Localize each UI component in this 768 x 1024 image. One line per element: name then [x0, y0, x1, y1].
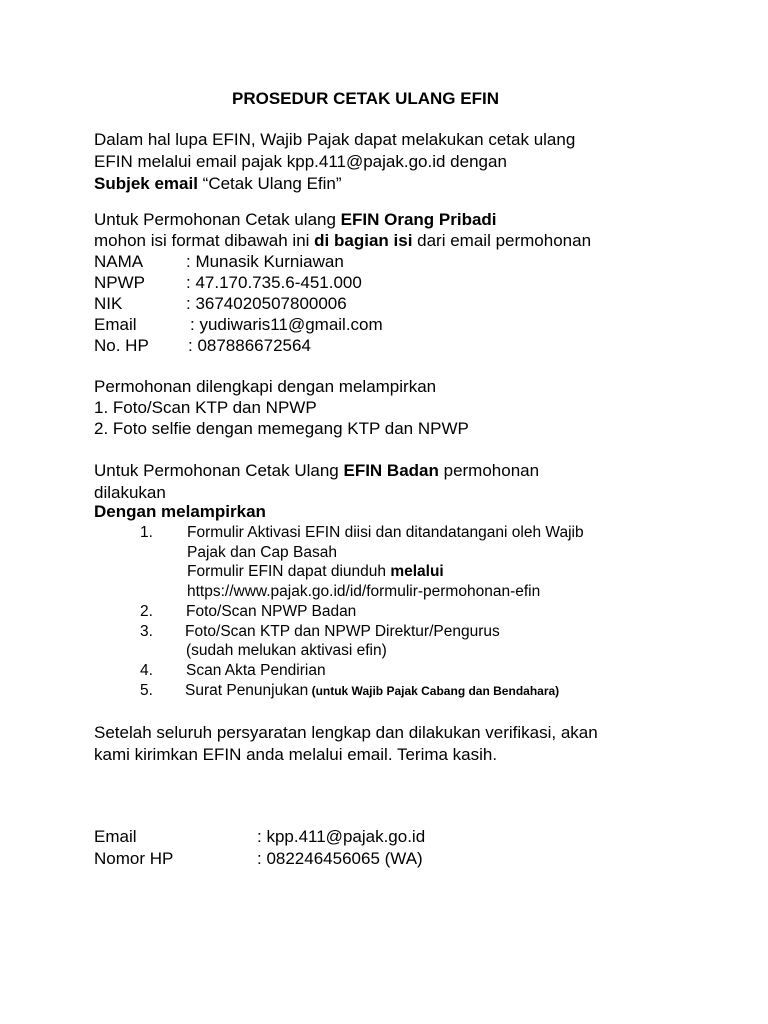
instr-pre: mohon isi format dibawah ini [94, 231, 315, 250]
badan-item-4-text: Scan Akta Pendirian [186, 662, 326, 679]
badan-item-2-text: Foto/Scan NPWP Badan [186, 603, 357, 620]
field-label-nama: NAMA [94, 252, 144, 271]
badan-item-3-text: Foto/Scan KTP dan NPWP Direktur/Pengurus [185, 623, 500, 640]
pribadi-heading-text: Untuk Permohonan Cetak ulang [94, 210, 341, 229]
badan-item-1-line-2: Pajak dan Cap Basah [187, 544, 337, 561]
pribadi-instruction [94, 232, 591, 249]
field-value-npwp: : 47.170.735.6-451.000 [186, 273, 362, 292]
badan-heading-pre: Untuk Permohonan Cetak Ulang [94, 461, 344, 480]
badan-item-5-num: 5. [140, 682, 153, 699]
field-value-email: : yudiwaris11@gmail.com [190, 315, 383, 334]
contact-label-hp: Nomor HP [94, 849, 174, 868]
intro-line-1: Dalam hal lupa EFIN, Wajib Pajak dapat melakukan cetak ulang [94, 130, 576, 149]
instr-bold: di bagian isi [314, 231, 413, 250]
formulir-link[interactable]: https://www.pajak.go.id/id/formulir-permohonan-efin [187, 583, 541, 600]
pribadi-heading-bold: EFIN Orang Pribadi [340, 210, 497, 229]
closing-line-2: kami kirimkan EFIN anda melalui email. Terima kasih. [94, 745, 498, 764]
contact-label-email: Email [94, 827, 137, 846]
subject-line [94, 175, 342, 192]
badan-item-4-num: 4. [140, 662, 153, 679]
badan-heading-bold: EFIN Badan [343, 461, 439, 480]
badan-item-3-num: 3. [140, 623, 153, 640]
lampiran-heading: Permohonan dilengkapi dengan melampirkan [94, 377, 437, 396]
page-title: PROSEDUR CETAK ULANG EFIN [232, 89, 499, 108]
badan-heading [94, 462, 539, 479]
item-5-note: (untuk Wajib Pajak Cabang dan Bendahara) [308, 684, 560, 698]
field-label-hp: No. HP [94, 336, 149, 355]
extra-pre: Formulir EFIN dapat diunduh [187, 563, 391, 580]
badan-item-1-line-1: Formulir Aktivasi EFIN diisi dan ditandatangani oleh Wajib [187, 524, 584, 541]
lampiran-item-2: 2. Foto selfie dengan memegang KTP dan NPWP [94, 419, 469, 438]
extra-bold: melalui [390, 563, 444, 580]
contact-value-email: : kpp.411@pajak.go.id [257, 827, 426, 846]
badan-item-1-num: 1. [140, 524, 153, 541]
instr-post: dari email permohonan [412, 231, 592, 250]
field-label-nik: NIK [94, 294, 123, 313]
badan-heading-line-2: dilakukan [94, 483, 166, 502]
field-value-hp: : 087886672564 [188, 336, 311, 355]
intro-line-2: EFIN melalui email pajak kpp.411@pajak.go.id dengan [94, 152, 507, 171]
badan-item-5-text [185, 683, 559, 699]
badan-heading-post: permohonan [438, 461, 540, 480]
field-label-email: Email [94, 315, 137, 334]
contact-value-hp: : 082246456065 (WA) [257, 849, 423, 868]
item-5-main: Surat Penunjukan [185, 682, 309, 699]
field-value-nama: : Munasik Kurniawan [186, 252, 344, 271]
lampiran-item-1: 1. Foto/Scan KTP dan NPWP [94, 398, 317, 417]
badan-item-1-extra [187, 564, 444, 580]
badan-sub-heading: Dengan melampirkan [94, 502, 266, 521]
badan-item-2-num: 2. [140, 603, 153, 620]
field-value-nik: : 3674020507800006 [186, 294, 347, 313]
badan-item-3-sub: (sudah melukan aktivasi efin) [186, 642, 387, 659]
closing-line-1: Setelah seluruh persyaratan lengkap dan dilakukan verifikasi, akan [94, 723, 598, 742]
subject-value: “Cetak Ulang Efin” [197, 174, 342, 193]
field-label-npwp: NPWP [94, 273, 145, 292]
pribadi-heading [94, 211, 497, 228]
subject-label: Subjek email [94, 174, 198, 193]
